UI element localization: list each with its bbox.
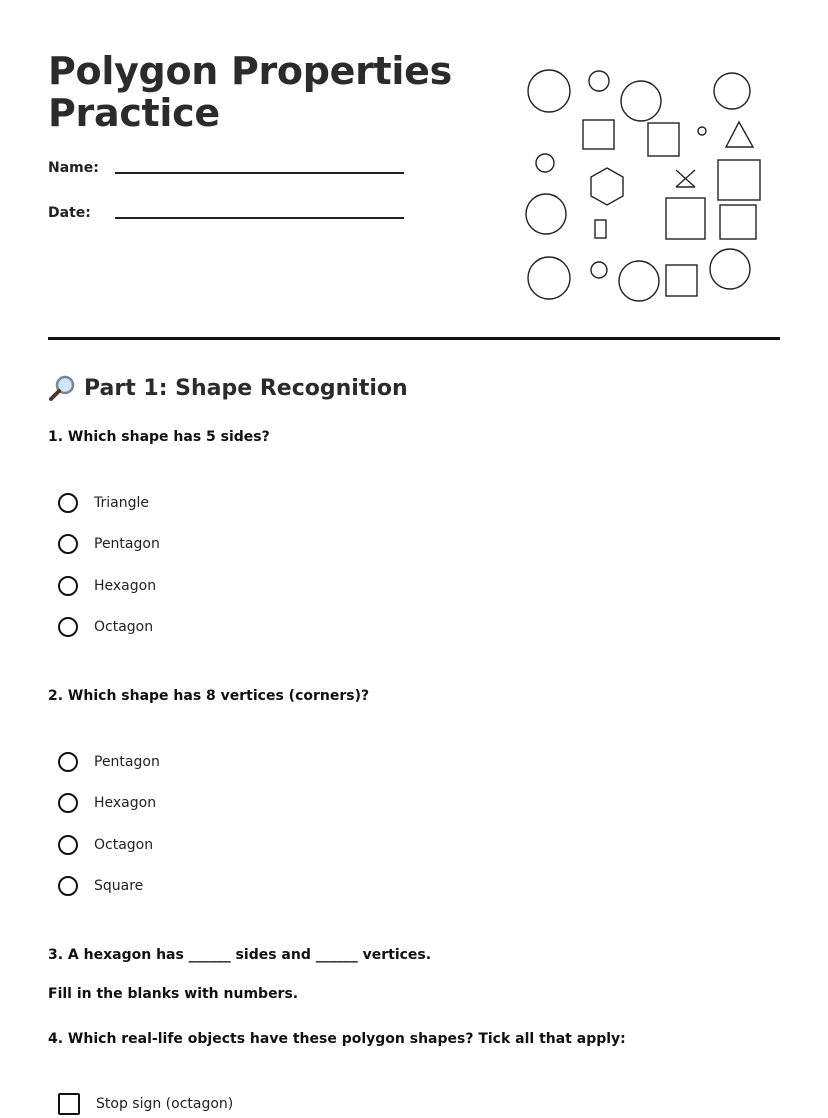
shape-square [648,123,679,156]
date-field[interactable] [48,205,91,221]
shape-circle [536,154,554,172]
shape-circle [528,257,570,299]
question-3: 3. A hexagon has ______ sides and ______ vertices. [48,947,432,963]
q1-option-hexagon[interactable] [58,576,156,596]
shape-square [666,198,705,239]
shape-circle [698,127,706,135]
radio-button[interactable] [58,876,78,896]
date-label: Date: [48,205,91,221]
option-label: Pentagon [94,536,160,552]
option-label: Octagon [94,619,154,635]
shape-circle [714,73,750,109]
option-label: Stop sign (octagon) [96,1096,234,1112]
radio-button[interactable] [58,617,78,637]
q1-option-octagon[interactable] [58,617,153,637]
shape-circle [526,194,566,234]
date-line[interactable] [115,217,404,219]
shape-circle [589,71,609,91]
part1-heading [48,374,408,402]
q1-option-pentagon[interactable] [58,534,160,554]
shape-square [583,120,614,149]
shape-triangle [726,122,753,147]
option-label: Hexagon [94,795,157,811]
shape-rectangle [595,220,606,238]
shape-circle [619,261,659,301]
radio-button[interactable] [58,576,78,596]
title-line-1: Polygon Properties [48,49,452,93]
q4-option-stop-sign[interactable] [58,1093,233,1115]
shape-circle [528,70,570,112]
radio-button[interactable] [58,493,78,513]
name-line[interactable] [115,172,404,174]
q1-option-triangle[interactable] [58,493,149,513]
option-label: Square [94,878,144,894]
shape-square [718,160,760,200]
option-label: Octagon [94,837,154,853]
q2-option-hexagon[interactable] [58,793,156,813]
option-label: Hexagon [94,578,157,594]
question-2: 2. Which shape has 8 vertices (corners)? [48,688,370,704]
shape-circle [621,81,661,121]
section-divider [48,337,780,340]
shape-circle [710,249,750,289]
part1-heading-text: Part 1: Shape Recognition [84,375,408,401]
name-label: Name: [48,160,99,176]
q2-option-square[interactable] [58,876,143,896]
option-label: Triangle [94,495,149,511]
shape-square [666,265,697,296]
magnifying-glass-icon [48,374,76,402]
radio-button[interactable] [58,835,78,855]
shape-circle [591,262,607,278]
name-field[interactable] [48,160,99,176]
question-3-hint: Fill in the blanks with numbers. [48,986,299,1002]
title-line-2: Practice [48,91,220,135]
shape-hexagon [591,168,623,205]
radio-button[interactable] [58,534,78,554]
radio-button[interactable] [58,752,78,772]
question-4: 4. Which real-life objects have these polygon shapes? Tick all that apply: [48,1031,626,1047]
option-label: Pentagon [94,754,160,770]
radio-button[interactable] [58,793,78,813]
q2-option-octagon[interactable] [58,835,153,855]
q2-option-pentagon[interactable] [58,752,160,772]
shapes-illustration [518,62,768,307]
checkbox[interactable] [58,1093,80,1115]
page-title [48,50,452,134]
question-1: 1. Which shape has 5 sides? [48,429,270,445]
shape-square [720,205,756,239]
